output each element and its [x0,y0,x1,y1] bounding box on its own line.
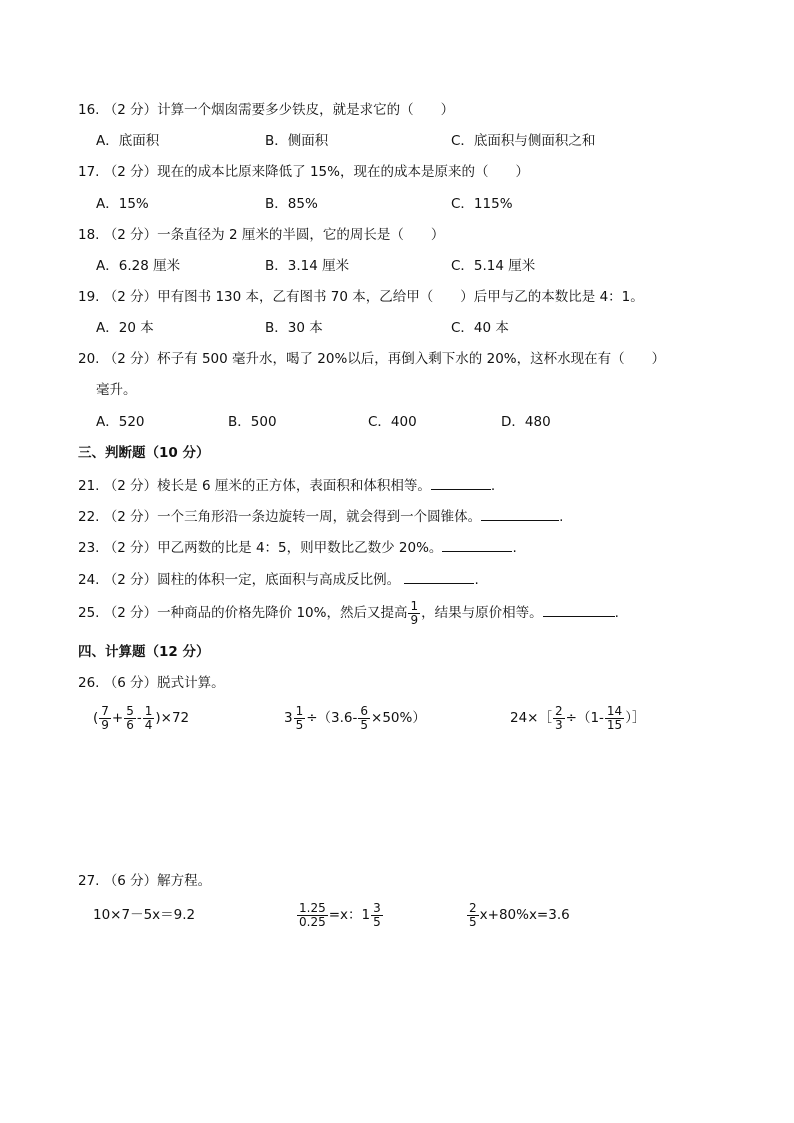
option-a[interactable]: A．底面积 [96,133,160,149]
question-text: （2 分）一条直径为 2 厘米的半圆，它的周长是（ ） [103,227,445,243]
question-text: （2 分）圆柱的体积一定，底面积与高成反比例。 [103,572,401,588]
question-27 [78,872,211,890]
question-17 [78,163,529,181]
option-c[interactable]: C．400 [368,414,417,430]
question-text: （6 分）脱式计算。 [103,675,225,691]
question-text: （2 分）甲乙两数的比是 4：5，则甲数比乙数少 20%。 [103,540,443,556]
question-number: 26. [78,675,100,691]
answer-blank[interactable] [404,570,474,584]
option-a[interactable]: A．520 [96,414,145,430]
option-c[interactable]: C．5.14 厘米 [451,258,536,274]
question-23: 23. （2 分）甲乙两数的比是 4：5，则甲数比乙数少 20%。 . [78,540,517,556]
equation-27-1: 10×7－5x＝9.2 [93,907,196,923]
question-number: 24. [78,572,100,588]
equation-27-3: $\frac{2}{5}$ x+80%x=3.6 [469,900,570,929]
question-text: （2 分）计算一个烟囱需要多少铁皮，就是求它的（ ） [103,102,455,118]
option-b[interactable]: B．侧面积 [265,133,329,149]
option-a[interactable]: A．20 本 [96,320,154,336]
question-text: （2 分）一个三角形沿一条边旋转一周，就会得到一个圆锥体。 [103,509,482,525]
question-24: 24. （2 分）圆柱的体积一定，底面积与高成反比例。 . [78,572,479,588]
question-20 [78,350,665,368]
expression-26-3: 24×［ $\frac{2}{3}$ ÷（1- $\frac{14}{15}$ ）］ [510,703,646,732]
question-text: （6 分）解方程。 [103,873,212,889]
answer-blank[interactable] [481,507,559,521]
answer-blank[interactable] [543,603,615,617]
fraction: $\frac{14}{15}$ [606,703,623,732]
question-18 [78,226,444,244]
option-b[interactable]: B．30 本 [265,320,323,336]
option-b[interactable]: B．85% [265,196,318,212]
question-number: 25. [78,605,100,621]
fraction: $\frac{6}{5}$ [360,703,369,732]
option-b[interactable]: B．500 [228,414,277,430]
fraction: $\frac{1}{5}$ [295,703,304,732]
question-22: 22. （2 分）一个三角形沿一条边旋转一周，就会得到一个圆锥体。 . [78,509,564,525]
question-number: 16. [78,102,100,118]
option-a[interactable]: A．15% [96,196,149,212]
fraction: $\frac{5}{6}$ [126,703,134,732]
expression-26-1: ( $\frac{7}{9}$ + $\frac{5}{6}$ - $\frac{1}{4}$ )×72 [93,703,190,732]
equation-27-2: $\frac{1.25}{0.25}$ =x：1 $\frac{3}{5}$ [299,900,381,929]
question-text: （2 分）现在的成本比原来降低了 15%，现在的成本是原来的（ ） [103,164,529,180]
question-number: 18. [78,227,100,243]
fraction: $\frac{2}{5}$ [469,900,477,929]
option-b[interactable]: B．3.14 厘米 [265,258,350,274]
option-c[interactable]: C．115% [451,196,513,212]
question-number: 27. [78,873,100,889]
answer-blank[interactable] [431,476,491,490]
option-a[interactable]: A．6.28 厘米 [96,258,181,274]
fraction: $\frac{1}{4}$ [144,703,153,732]
fraction: $\frac{2}{3}$ [555,703,563,732]
fraction: $\frac{7}{9}$ [101,703,109,732]
question-number: 21. [78,478,100,494]
question-number: 20. [78,351,100,367]
section-heading-judgment: 三、判断题（10 分） [78,445,210,461]
option-d[interactable]: D．480 [501,414,551,430]
question-21: 21. （2 分）棱长是 6 厘米的正方体，表面积和体积相等。 . [78,478,496,494]
question-26 [78,674,225,692]
section-heading-calculation: 四、计算题（12 分） [78,644,210,660]
question-number: 19. [78,289,100,305]
expression-26-2: 3 $\frac{1}{5}$ ÷（3.6- $\frac{6}{5}$ ×50%） [284,703,426,732]
option-c[interactable]: C．40 本 [451,320,509,336]
question-25: 25. （2 分）一种商品的价格先降价 10%，然后又提高 $\frac{1}{9}$ ，结果与原价相等。 . [78,598,619,627]
question-number: 17. [78,164,100,180]
question-text: （2 分）棱长是 6 厘米的正方体，表面积和体积相等。 [103,478,431,494]
question-text: （2 分）一种商品的价格先降价 10%，然后又提高 [103,605,408,621]
question-text: （2 分）杯子有 500 毫升水，喝了 20%以后，再倒入剩下水的 20%，这杯水现在有（ ） [103,351,666,367]
answer-blank[interactable] [442,538,512,552]
option-c[interactable]: C．底面积与侧面积之和 [451,133,596,149]
question-text: （2 分）甲有图书 130 本，乙有图书 70 本，乙给甲（ ）后甲与乙的本数比是 4：1。 [103,289,644,305]
question-19 [78,288,644,306]
question-20-continuation: 毫升。 [96,382,137,398]
question-16 [78,101,454,119]
fraction: $\frac{1}{9}$ [410,598,419,627]
fraction: $\frac{1.25}{0.25}$ [299,900,326,929]
fraction: $\frac{3}{5}$ [373,900,381,929]
question-number: 23. [78,540,100,556]
question-number: 22. [78,509,100,525]
